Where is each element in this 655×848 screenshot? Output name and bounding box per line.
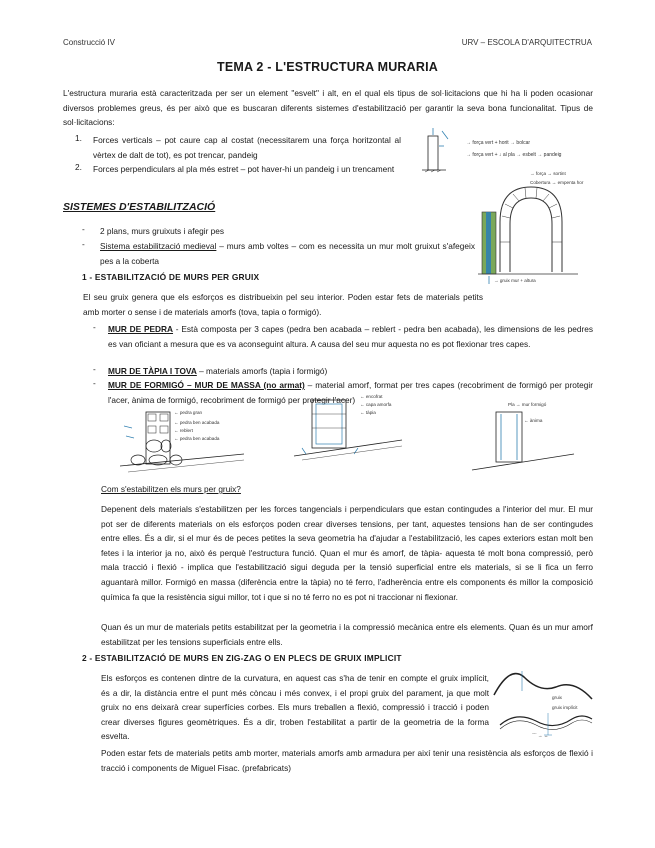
wall-type-2-term: MUR DE TÀPIA I TOVA (108, 366, 197, 376)
system-1-bullet: - (82, 224, 85, 234)
question-heading: Com s'estabilitzen els murs per gruix? (101, 484, 241, 494)
stone-label-4: ← pedra ben acabada (174, 436, 220, 441)
header-school: URV – ESCOLA D'ARQUITECTRUA (461, 38, 592, 47)
intro-paragraph: L'estructura muraria està caracteritzada per ser un element "esvelt" i alt, en el qual els tipus de sol·licitacions que hi ha li poden ocasionar diversos problemes greus, és per això que es buscaran diferents sistemes d'estabilització per garantir la seva bona funcionalitat. Tipus de sol·licitacions: (63, 88, 593, 128)
wall-type-3: MUR DE FORMIGÓ – MUR DE MASSA (no armat) – material amorf, format per tres capes (recobriment de formigó per protegir l'acer, ànima de formigó, recobriment de formigó per protegir l'acer) (108, 380, 593, 405)
wall-type-2-bullet: - (93, 364, 96, 374)
stone-label-2: ← pedra ben acabada (174, 420, 220, 425)
concrete-label-1: Pla → mur formigó (508, 402, 547, 407)
wall-type-1-term: MUR DE PEDRA (108, 324, 174, 334)
wall-forces-sketch (420, 126, 595, 176)
wave-label-1: gruix (552, 695, 562, 700)
wall-note-2: → força vert + ↓ al pla → esbelt → pandeig (466, 152, 562, 158)
wave-label-2: gruix implícit (552, 705, 578, 710)
wall-type-2: MUR DE TÀPIA I TOVA – materials amorfs (tapia i formigó) (108, 366, 328, 376)
system-2-text: Sistema estabilització medieval – murs amb voltes – com es necessita un mur molt gruixut s'afegeix pes a la coberta (100, 241, 475, 266)
force-2-number: 2. (75, 162, 82, 172)
arch-base-note: → gruix mur + altura (494, 278, 536, 283)
force-2-text: Forces perpendiculars al pla més estret – pot haver-hi un pandeig i un trencament (93, 164, 395, 174)
system-2-bullet: - (82, 239, 85, 249)
stone-label-3: ← reblert (174, 428, 193, 433)
rammed-label-3: ← tàpia (360, 410, 376, 415)
answer-paragraph-1: Depenent dels materials s'estabilitzen per les forces tangencials i perpendiculars que estan contingudes a l'interior del mur. El mur pot ser de diferents materials on els esforços poden crear diverses tensions, per tant, aquestes tensions han de ser contingudes entre elles. És a dir, si el mur és de peces petites la seva geometria ha d'ajudar a l'estabilització, les capes exteriors estan molt ben fetes i la interior ja no, això és perquè l'estructura funció. Quan el mur és amorf, de tàpia- aquesta té molt bona compressió, però mala tracció i flexió - implica que l'estabilització sigui deguda per la tensió superficial entre els materials, si se li fica un ferro aguantarà millor. Formigó en massa (diferència entre la tàpia) no té ferro, l'adherència entre els components és millor la composició química fa que la resistència sigui millor, tot i que si no té ferro no es pot ni traccionar ni flexionar. (101, 504, 593, 602)
header-course: Construcció IV (63, 38, 116, 47)
subsection-1-title: 1 - ESTABILITZACIÓ DE MURS PER GRUIX (82, 272, 260, 282)
subsection-2-paragraph-1: Els esforços es contenen dintre de la curvatura, en aquest cas s'ha de tenir en compte el gruix implícit, és a dir, la distància entre el punt més còncau i més convex, i el propi gruix del parament, ja que molt gruix no ens deixarà crear superfícies corbes. Els murs treballen a flexió, compressió i tracció i poden crear diverses figures geomètriques. És a dir, troben l'estabilitat a partir de la geometria de la forma esvelta. (101, 673, 489, 742)
section-title: SISTEMES D'ESTABILITZACIÓ (63, 201, 216, 213)
wall-type-3-term: MUR DE FORMIGÓ – MUR DE MASSA (no armat) (108, 380, 305, 390)
wall-type-3-bullet: - (93, 378, 96, 388)
wave-label-3: ⌒ → ↔ (532, 733, 549, 738)
answer-paragraph-2: Quan és un mur de materials petits estabilitzat per la geometria i la compressió mecànica entre els elements. Quan és un mur amorf estabilitzat per les tensions superficials entre ells. (101, 622, 593, 647)
rammed-earth-sketch (292, 394, 417, 464)
rammed-label-1: ← encofrat (360, 394, 383, 399)
rammed-label-2: ← capa amorfa (360, 402, 392, 407)
system-2-term: Sistema estabilització medieval (100, 241, 217, 251)
wall-note-1: → força vert + horit → bolcar (466, 140, 531, 146)
concrete-label-2: ← ànima (524, 418, 543, 423)
force-1-number: 1. (75, 133, 82, 143)
stone-wall-sketch (118, 402, 248, 480)
arch-note-1: → força → sortint (530, 171, 566, 176)
page-title: TEMA 2 - L'ESTRUCTURA MURARIA (216, 60, 439, 74)
wall-type-1-bullet: - (93, 322, 96, 332)
wall-type-1: MUR DE PEDRA - Està composta per 3 capes (pedra ben acabada – reblert - pedra ben acabada), les dimensions de les pedres es van oficiant a mesura que es va aconseguint altura. A causa del seu mur aquesta no es pot flexionar tres capes. (108, 324, 594, 349)
subsection-2-title: 2 - ESTABILITZACIÓ DE MURS EN ZIG-ZAG O EN PLECS DE GRUIX IMPLICIT (82, 653, 402, 663)
system-1-text: 2 plans, murs gruixuts i afegir pes (100, 226, 225, 236)
concrete-wall-sketch (470, 398, 580, 473)
subsection-1-intro: El seu gruix genera que els esforços es distribueixin pel seu interior. Poden estar fets de materials petits amb morter o sense i de materials amorfs (tova, tapia o formigó). (83, 292, 483, 317)
arch-note-2: Cobertura → empenta hor (530, 180, 584, 185)
force-1-text: Forces verticals – pot caure cap al costat (necessitarem una força horitzontal al vèrtex de dalt de tot), es pot trencar, pandeig (93, 135, 401, 160)
arch-sketch (478, 172, 595, 290)
zigzag-wall-sketch (492, 665, 595, 745)
stone-label-1: ← pedra gran (174, 410, 203, 415)
subsection-2-paragraph-2: Poden estar fets de materials petits amb morter, materials amorfs amb armadura per així tenir una resistència als esforços de flexió i tracció i components de Miguel Fisac. (prefabricats) (101, 748, 593, 773)
